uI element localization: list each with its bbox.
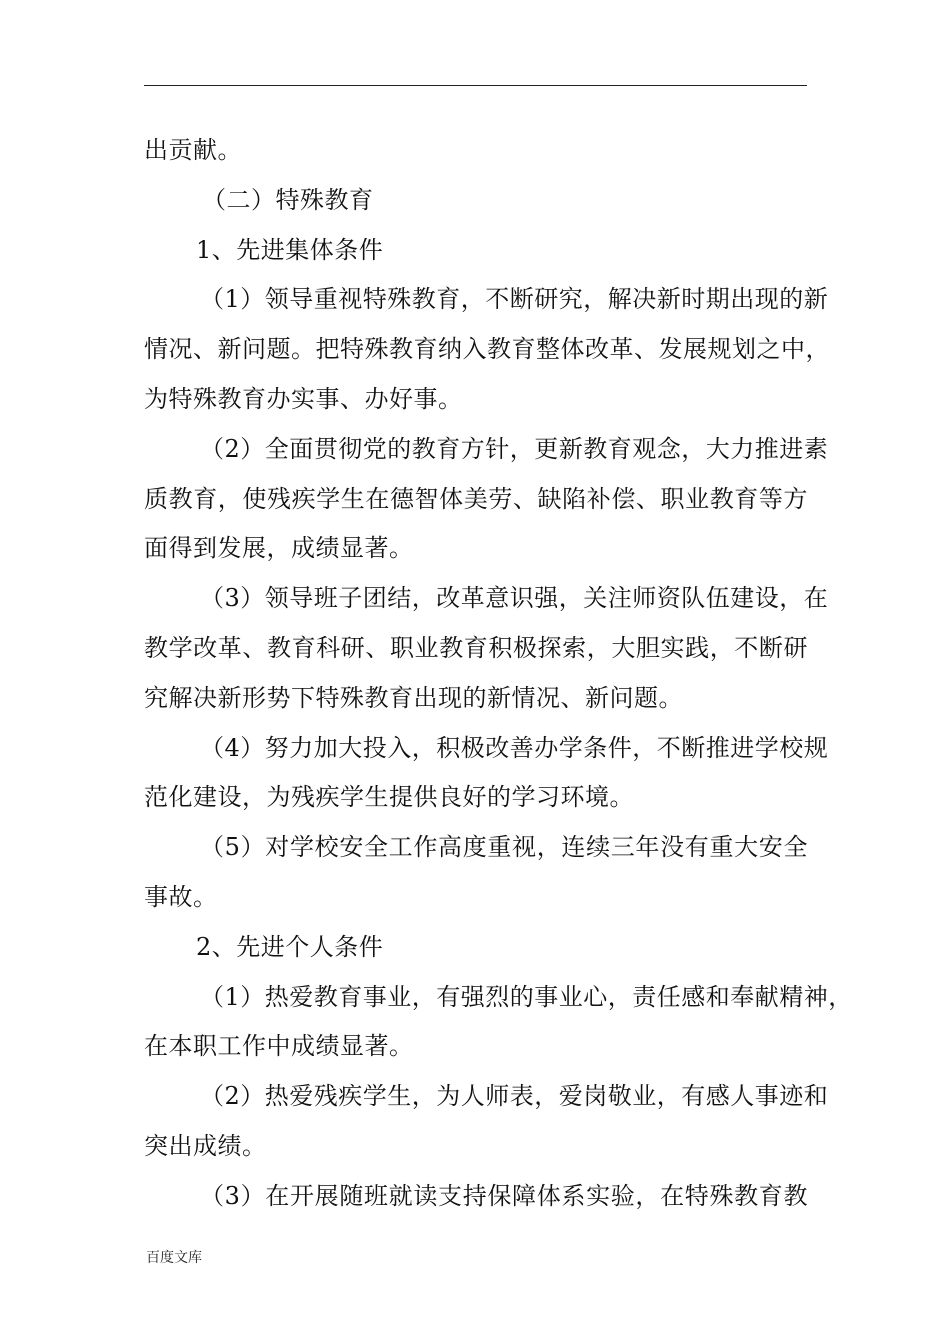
text-line: 教学改革、教育科研、职业教育积极探索，大胆实践，不断研 xyxy=(144,633,808,662)
text-line: （1）热爱教育事业，有强烈的事业心，责任感和奉献精神， xyxy=(200,982,853,1011)
text-line: （3）领导班子团结，改革意识强，关注师资队伍建设，在 xyxy=(200,584,829,613)
subsection-heading: 2、先进个人条件 xyxy=(196,932,384,961)
text-line: （3）在开展随班就读支持保障体系实验，在特殊教育教 xyxy=(200,1181,808,1210)
text-line: （4）努力加大投入，积极改善办学条件，不断推进学校规 xyxy=(200,733,829,762)
header-rule xyxy=(144,85,807,86)
section-heading: （二）特殊教育 xyxy=(202,185,374,214)
text-line: （2）热爱残疾学生，为人师表，爱岗敬业，有感人事迹和 xyxy=(200,1082,829,1111)
text-line: 范化建设，为残疾学生提供良好的学习环境。 xyxy=(144,783,634,812)
text-line: 情况、新问题。把特殊教育纳入教育整体改革、发展规划之中， xyxy=(144,335,830,364)
text-line: 在本职工作中成绩显著。 xyxy=(144,1032,414,1061)
document-body xyxy=(144,126,853,1222)
text-line: 究解决新形势下特殊教育出现的新情况、新问题。 xyxy=(144,683,683,712)
text-line: 质教育，使残疾学生在德智体美劳、缺陷补偿、职业教育等方 xyxy=(144,484,808,513)
text-line: （5）对学校安全工作高度重视，连续三年没有重大安全 xyxy=(200,833,808,862)
footer-label: 百度文库 xyxy=(146,1250,202,1266)
text-line: 出贡献。 xyxy=(144,136,242,164)
text-line: （1）领导重视特殊教育，不断研究，解决新时期出现的新 xyxy=(200,285,829,314)
text-line: （2）全面贯彻党的教育方针，更新教育观念，大力推进素 xyxy=(200,434,829,463)
text-line: 面得到发展，成绩显著。 xyxy=(144,534,414,563)
text-line: 突出成绩。 xyxy=(144,1131,267,1160)
subsection-heading: 1、先进集体条件 xyxy=(196,235,384,264)
text-line: 为特殊教育办实事、办好事。 xyxy=(144,384,463,413)
text-line: 事故。 xyxy=(144,882,218,911)
